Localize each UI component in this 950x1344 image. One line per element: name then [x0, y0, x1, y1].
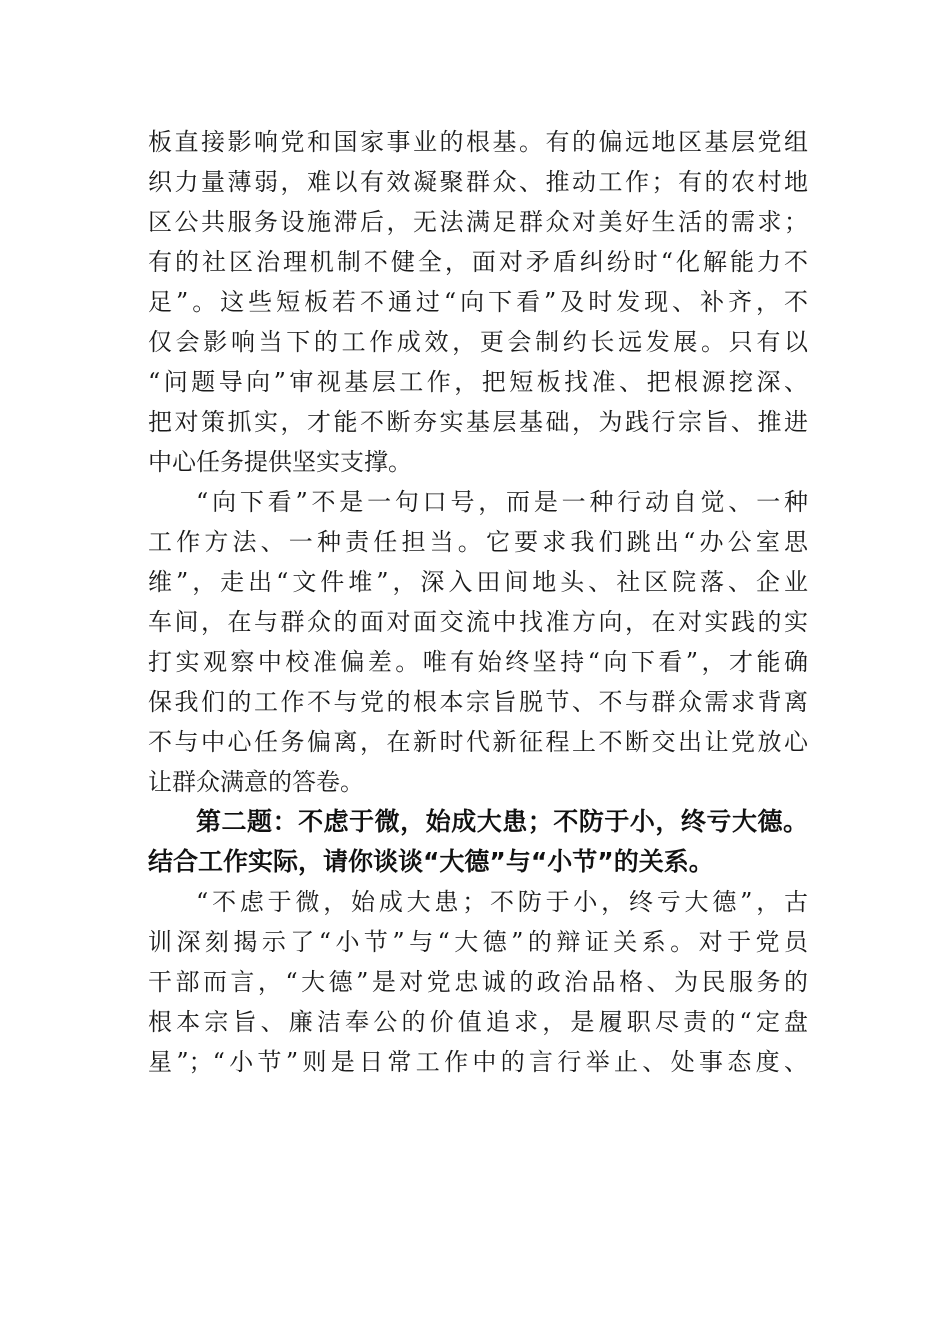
- text-line: 仅会影响当下的工作成效，更会制约长远发展。只有以: [148, 328, 808, 356]
- text-line: 训深刻揭示了“小节”与“大德”的辩证关系。对于党员: [148, 928, 808, 956]
- text-line: 维”，走出“文件堆”，深入田间地头、社区院落、企业: [148, 568, 808, 596]
- paragraph-3: [148, 882, 808, 1082]
- text-line: “向下看”不是一句口号，而是一种行动自觉、一种: [196, 488, 808, 516]
- question-heading: [148, 802, 808, 882]
- text-line: “不虑于微，始成大患；不防于小，终亏大德”，古: [196, 888, 808, 916]
- text-line: 车间，在与群众的面对面交流中找准方向，在对实践的实: [148, 608, 808, 636]
- text-line: 不与中心任务偏离，在新时代新征程上不断交出让党放心: [148, 728, 808, 756]
- text-line: 板直接影响党和国家事业的根基。有的偏远地区基层党组: [148, 128, 808, 156]
- text-line: 有的社区治理机制不健全，面对矛盾纠纷时“化解能力不: [148, 248, 808, 276]
- text-line: 星”；“小节”则是日常工作中的言行举止、处事态度、: [148, 1048, 808, 1076]
- text-line: 打实观察中校准偏差。唯有始终坚持“向下看”，才能确: [148, 648, 808, 676]
- text-line: 保我们的工作不与党的根本宗旨脱节、不与群众需求背离: [148, 688, 808, 716]
- document-body: [148, 122, 808, 1082]
- text-line: 让群众满意的答卷。: [148, 768, 364, 796]
- paragraph-2: [148, 482, 808, 802]
- text-line: 中心任务提供坚实支撑。: [148, 448, 412, 476]
- text-line: 织力量薄弱，难以有效凝聚群众、推动工作；有的农村地: [148, 168, 808, 196]
- text-line: 区公共服务设施滞后，无法满足群众对美好生活的需求；: [148, 208, 808, 236]
- text-line: “问题导向”审视基层工作，把短板找准、把根源挖深、: [148, 368, 808, 396]
- heading-line: 结合工作实际，请你谈谈“大德”与“小节”的关系。: [148, 847, 714, 876]
- text-line: 足”。这些短板若不通过“向下看”及时发现、补齐，不: [148, 288, 808, 316]
- paragraph-1: [148, 122, 808, 482]
- text-line: 工作方法、一种责任担当。它要求我们跳出“办公室思: [148, 528, 808, 556]
- heading-line: 第二题：不虑于微，始成大患；不防于小，终亏大德。: [196, 807, 808, 836]
- text-line: 干部而言，“大德”是对党忠诚的政治品格、为民服务的: [148, 968, 808, 996]
- text-line: 把对策抓实，才能不断夯实基层基础，为践行宗旨、推进: [148, 408, 808, 436]
- text-line: 根本宗旨、廉洁奉公的价值追求，是履职尽责的“定盘: [148, 1008, 808, 1036]
